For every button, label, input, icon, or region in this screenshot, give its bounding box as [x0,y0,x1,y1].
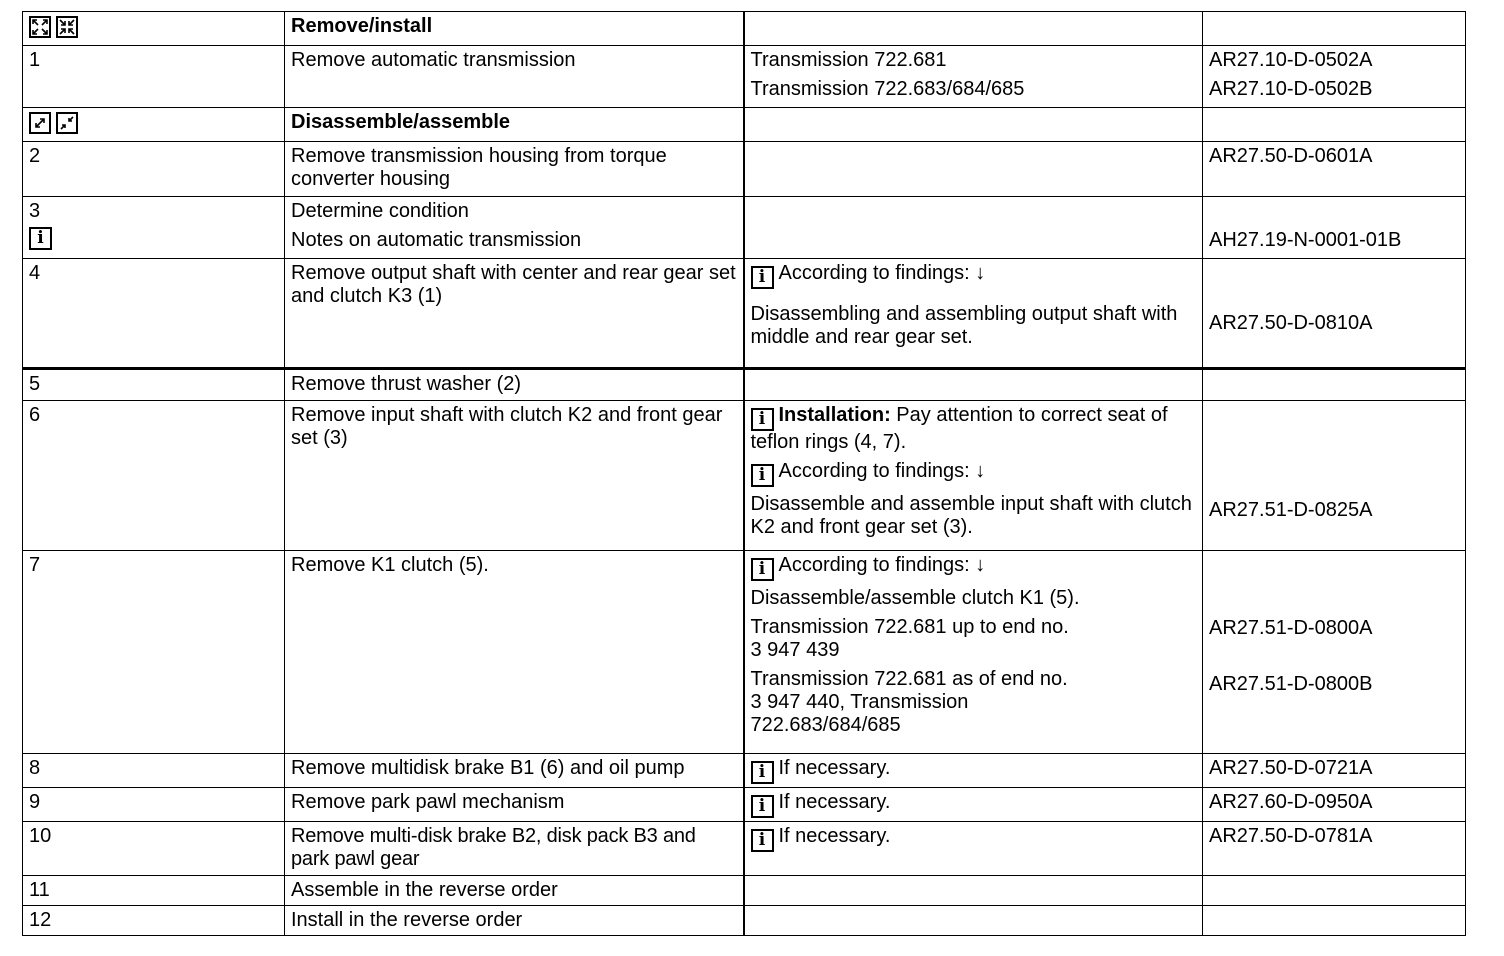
step-reference[interactable]: AH27.19-N-0001-01B [1203,197,1466,259]
step-action: Remove output shaft with center and rear gear set and clutch K3 (1) [285,259,744,369]
table-row [23,788,1466,822]
step-reference[interactable]: AR27.50-D-0601A [1203,142,1466,197]
arrow-down-icon: ↓ [975,554,986,576]
table-row [23,906,1466,936]
section-icons [23,108,285,142]
step-number: 3 i [23,197,285,259]
step-number: 1 [23,46,285,108]
step-reference[interactable]: AR27.50-D-0721A [1203,754,1466,788]
step-reference[interactable]: AR27.60-D-0950A [1203,788,1466,822]
table-row [23,401,1466,551]
info-icon: i [751,408,774,431]
step-action: Remove multi-disk brake B2, disk pack B3 and park pawl gear [285,822,744,876]
step-number: 11 [23,876,285,906]
step-action: Remove transmission housing from torque converter housing [285,142,744,197]
section-header-disassemble-assemble [23,108,1466,142]
step-notes: i If necessary. [744,754,1203,788]
info-icon: i [751,829,774,852]
table-row [23,142,1466,197]
step-action: Remove automatic transmission [285,46,744,108]
step-number: 12 [23,906,285,936]
step-action: Install in the reverse order [285,906,744,936]
step-number: 5 [23,369,285,401]
step-action: Remove input shaft with clutch K2 and front gear set (3) [285,401,744,551]
step-notes: i Installation: Pay attention to correct seat of teflon rings (4, 7). i According to findings: ↓ Disassemble and assemble input shaft with clutch K2 and front gear set (3). [744,401,1203,551]
install-icon [56,16,78,38]
step-action: Remove K1 clutch (5). [285,551,744,754]
step-action: Remove multidisk brake B1 (6) and oil pump [285,754,744,788]
step-notes: i According to findings: ↓ Disassemble/assemble clutch K1 (5). Transmission 722.681 up to end no. 3 947 439 Transmission 722.681 as of end no. 3 947 440, Transmission 722.683/684/685 [744,551,1203,754]
table-row [23,197,1466,259]
step-number: 6 [23,401,285,551]
step-notes: i If necessary. [744,822,1203,876]
step-action: Determine condition Notes on automatic transmission [285,197,744,259]
step-number: 7 [23,551,285,754]
table-row [23,551,1466,754]
step-action: Assemble in the reverse order [285,876,744,906]
step-notes: i If necessary. [744,788,1203,822]
remove-icon [29,16,51,38]
assemble-icon [56,112,78,134]
arrow-down-icon: ↓ [975,262,986,284]
disassemble-icon [29,112,51,134]
step-reference[interactable]: AR27.50-D-0781A [1203,822,1466,876]
step-notes: i According to findings: ↓ Disassembling and assembling output shaft with middle and rear gear set. [744,259,1203,369]
step-reference[interactable]: AR27.51-D-0800A AR27.51-D-0800B [1203,551,1466,754]
step-reference[interactable]: AR27.51-D-0825A [1203,401,1466,551]
info-icon: i [751,558,774,581]
step-reference[interactable]: AR27.50-D-0810A [1203,259,1466,369]
table-row [23,754,1466,788]
section-title: Disassemble/assemble [291,111,511,133]
section-header-remove-install [23,12,1466,46]
section-title: Remove/install [291,15,433,37]
table-row [23,46,1466,108]
step-action: Remove thrust washer (2) [285,369,744,401]
info-icon: i [751,795,774,818]
table-row [23,876,1466,906]
step-number: 10 [23,822,285,876]
step-reference[interactable]: AR27.10-D-0502A AR27.10-D-0502B [1203,46,1466,108]
info-icon: i [751,761,774,784]
step-number: 8 [23,754,285,788]
procedure-table [22,11,1466,936]
step-number: 9 [23,788,285,822]
info-icon: i [751,266,774,289]
section-icons [23,12,285,46]
step-number: 4 [23,259,285,369]
step-action: Remove park pawl mechanism [285,788,744,822]
table-row [23,259,1466,369]
step-notes: Transmission 722.681 Transmission 722.683/684/685 [744,46,1203,108]
table-row [23,369,1466,401]
info-icon: i [751,464,774,487]
step-number: 2 [23,142,285,197]
info-icon: i [29,227,52,250]
arrow-down-icon: ↓ [975,460,986,482]
table-row [23,822,1466,876]
